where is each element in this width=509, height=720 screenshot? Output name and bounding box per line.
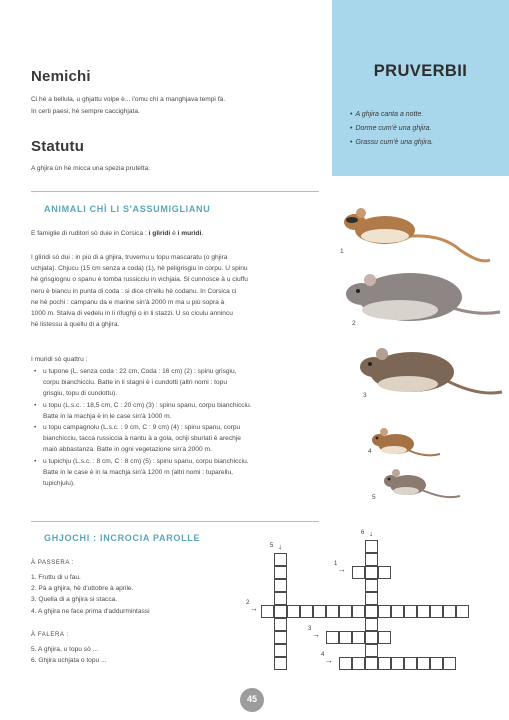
- falera-clues: 5. A ghjira, u topu sò ... 6. Ghjira uchjata o topu ...: [31, 646, 107, 665]
- arrow-right-icon: →: [338, 565, 346, 574]
- crossword-cell[interactable]: [456, 605, 469, 618]
- crossword-cell[interactable]: [391, 657, 404, 670]
- falera-label: À FALERA :: [31, 632, 69, 638]
- crossword-cell[interactable]: [352, 605, 365, 618]
- proverb-item: • Grassu cum'è una ghjira.: [350, 139, 434, 146]
- proverb-item: • A ghjira canta a notte.: [350, 111, 424, 118]
- crossword-cell[interactable]: [274, 592, 287, 605]
- animali-intro: E famiglie di ruditori sò duie in Corsica : i glìridi è i muridi.: [31, 230, 204, 237]
- crossword-cell[interactable]: [378, 631, 391, 644]
- grid-number-4: 4: [321, 652, 325, 658]
- crossword-cell[interactable]: [274, 644, 287, 657]
- statutu-title: Statutu: [31, 138, 85, 155]
- arrow-right-icon: →: [325, 656, 333, 665]
- crossword-cell[interactable]: [300, 605, 313, 618]
- proverb-item: • Dorme cum'è una ghjira.: [350, 125, 432, 132]
- crossword-cell[interactable]: [365, 592, 378, 605]
- crossword-cell[interactable]: [443, 605, 456, 618]
- figure-label-1: 1: [340, 248, 344, 255]
- nemichi-line1: Ci hè a bellula, u ghjattu volpe è... l'omu chì a manghjava tempi fà.: [31, 96, 226, 103]
- crossword-cell[interactable]: [261, 605, 274, 618]
- crossword-cell[interactable]: [274, 605, 287, 618]
- muridi-intro: I muridi sò quattru :: [31, 356, 88, 363]
- crossword-cell[interactable]: [352, 657, 365, 670]
- grid-number-1: 1: [334, 561, 338, 567]
- grid-number-3: 3: [308, 626, 312, 632]
- crossword-cell[interactable]: [326, 605, 339, 618]
- crossword-cell[interactable]: [339, 631, 352, 644]
- crossword-cell[interactable]: [274, 618, 287, 631]
- crossword-cell[interactable]: [404, 605, 417, 618]
- crossword-cell[interactable]: [365, 566, 378, 579]
- crossword-cell[interactable]: [417, 605, 430, 618]
- crossword-cell[interactable]: [365, 540, 378, 553]
- passera-clues: 1. Fruttu di u fau. 2. Pà a ghjira, hè d'uttobre à aprile. 3. Quella di a ghjira si stacca. 4. A ghjira ne face prima d'addurmintassi: [31, 574, 150, 615]
- crossword-cell[interactable]: [313, 605, 326, 618]
- crossword-cell[interactable]: [365, 644, 378, 657]
- passera-label: À PASSERA :: [31, 560, 75, 566]
- arrow-down-icon: ↓: [278, 542, 282, 551]
- grid-number-2: 2: [246, 600, 250, 606]
- crossword-cell[interactable]: [417, 657, 430, 670]
- crossword-cell[interactable]: [274, 566, 287, 579]
- crossword-cell[interactable]: [365, 553, 378, 566]
- list-item: • u topu (L.s.c. : 18,5 cm, C : 20 cm) (3) : spinu spanu, corpu bianchicciu. Batte in la machja è in le case sin'à 1000 m.: [34, 401, 252, 420]
- crossword-cell[interactable]: [365, 657, 378, 670]
- figure-label-3: 3: [363, 392, 367, 399]
- crossword-cell[interactable]: [365, 605, 378, 618]
- crossword-cell[interactable]: [274, 631, 287, 644]
- crossword-cell[interactable]: [378, 605, 391, 618]
- list-item: • u topu campagnolu (L.s.c. : 9 cm, C : 9 cm) (4) : spinu spanu, corpu bianchicciu, tacca russiccia à nantu à a gola, ochji sburlati è arechje maiò abbastanza. Batte in ogni vegetazione sin'à 2000 m.: [34, 424, 241, 454]
- crossword-cell[interactable]: [352, 566, 365, 579]
- crossword-cell[interactable]: [326, 631, 339, 644]
- crossword-cell[interactable]: [430, 657, 443, 670]
- crossword-cell[interactable]: [378, 566, 391, 579]
- arrow-down-icon: ↓: [369, 529, 373, 538]
- nemichi-line2: In certi paesi, hè sempre caccighjata.: [31, 108, 140, 115]
- page-number: 45: [246, 694, 257, 704]
- crossword-cell[interactable]: [352, 631, 365, 644]
- gliridi-paragraph: I glìridi sò dui : in più di a ghjira, truvemu u topu mascaratu (o ghjira uchjata). Chjucu (15 cm senza a coda) (1), hè peligrisgiu in corpu. U spinu hè grisgiognu o spanu è tomba russicciu in vichjaia. Si cunnosce à u ciuffu neru è biancu in punta di coda : si dice ch'ellu hè codanu. In Corsica ci ne hè pochi : campanu da e marine sin'à 2000 m ma u più sopra à 1000 m. Stalva di vedelu in li rifughji o in li stazzi. U so ciculu annincu hè listessu à quellu di a ghjira.: [31, 254, 248, 329]
- figure-label-5: 5: [372, 494, 376, 501]
- list-item: • u tupichju (L.s.c. : 8 cm, C : 8 cm) (5) : spinu spanu, corpu bianchicciu. Batte in le case è in la machja sin'à 1200 m (altri nomi : tuparellu, tupichjulu).: [34, 457, 249, 488]
- crossword-cell[interactable]: [391, 605, 404, 618]
- list-item: • u tupone (L. senza coda : 22 cm, Coda : 16 cm) (2) : spinu grisgiu, corpu bianchicciu. Batte in li stagni è i cundotti (altri nomi : topu grisgiu, topu di cundottu).: [34, 368, 237, 398]
- crossword-cell[interactable]: [365, 579, 378, 592]
- crossword-cell[interactable]: [274, 657, 287, 670]
- ghjochi-title: GHJOCHI : INCROCIA PAROLLE: [44, 533, 201, 543]
- crossword-cell[interactable]: [274, 579, 287, 592]
- crossword-cell[interactable]: [443, 657, 456, 670]
- crossword-cell[interactable]: [287, 605, 300, 618]
- arrow-right-icon: →: [312, 630, 320, 639]
- grid-number-6: 6: [361, 530, 365, 536]
- figure-label-4: 4: [368, 448, 372, 455]
- figure-label-2: 2: [352, 320, 356, 327]
- crossword-cell[interactable]: [339, 657, 352, 670]
- nemichi-title: Nemichi: [31, 68, 91, 85]
- statutu-text: A ghjira ùn hè micca una spezia prutetta.: [31, 165, 151, 172]
- crossword-cell[interactable]: [274, 553, 287, 566]
- arrow-right-icon: →: [250, 604, 258, 613]
- crossword-cell[interactable]: [378, 657, 391, 670]
- grid-number-5: 5: [270, 543, 274, 549]
- crossword-cell[interactable]: [365, 618, 378, 631]
- crossword-cell[interactable]: [365, 631, 378, 644]
- crossword-cell[interactable]: [404, 657, 417, 670]
- proverbs-title: PRUVERBII: [373, 62, 468, 80]
- crossword-cell[interactable]: [339, 605, 352, 618]
- animali-title: ANIMALI CHÌ LI S'ASSUMIGLIANU: [44, 204, 211, 214]
- crossword-cell[interactable]: [430, 605, 443, 618]
